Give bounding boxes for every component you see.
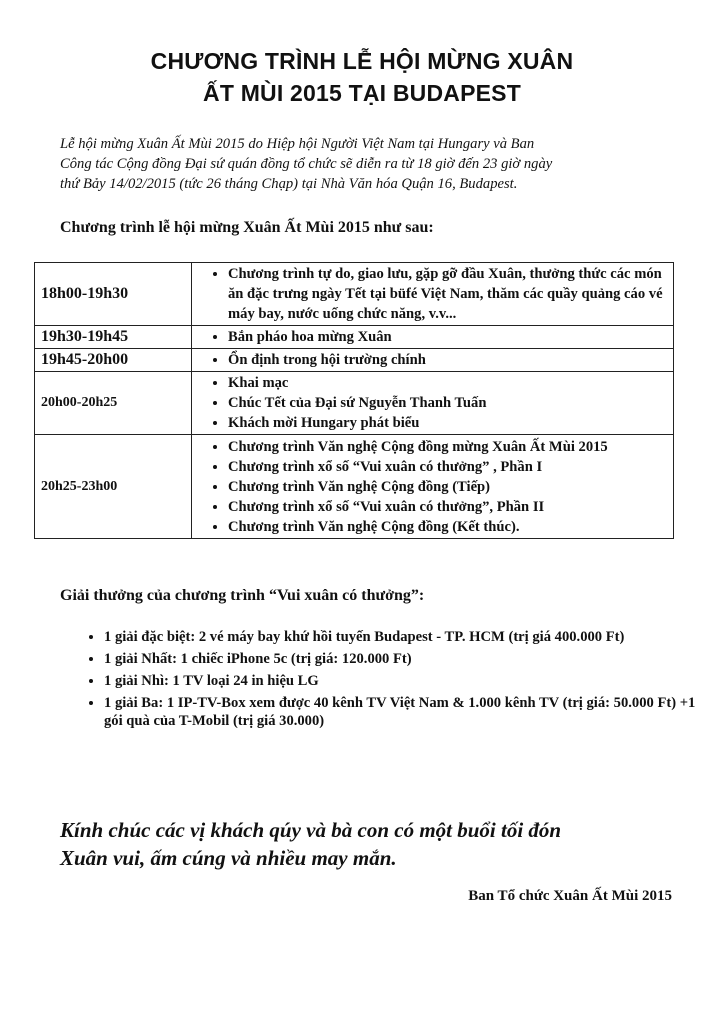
time-cell: 18h00-19h30 — [35, 263, 192, 326]
schedule-table — [34, 262, 674, 539]
intro-line: thứ Bảy 14/02/2015 (tức 26 tháng Chạp) tại Nhà Văn hóa Quận 16, Budapest. — [60, 176, 518, 192]
intro-line: Lễ hội mừng Xuân Ất Mùi 2015 do Hiệp hội Người Việt Nam tại Hungary và Ban — [60, 136, 535, 152]
activities-cell — [192, 349, 674, 372]
closing-line: Xuân vui, ấm cúng và nhiều may mắn. — [60, 846, 397, 870]
activity-item: • Khách mời Hungary phát biểu — [228, 413, 667, 433]
activity-item: • Chương trình xổ số “Vui xuân có thưởng” , Phần I — [228, 457, 667, 477]
time-cell: 20h00-20h25 — [35, 372, 192, 435]
activities-cell — [192, 263, 674, 326]
activity-item: • Chương trình Văn nghệ Cộng đồng (Kết thúc). — [228, 517, 667, 537]
time-cell: 19h30-19h45 — [35, 326, 192, 349]
activities-cell — [192, 435, 674, 539]
time-cell: 20h25-23h00 — [35, 435, 192, 539]
table-row — [35, 326, 674, 349]
table-row — [35, 372, 674, 435]
table-row — [35, 263, 674, 326]
time-cell: 19h45-20h00 — [35, 349, 192, 372]
activity-item: • Chương trình xổ số “Vui xuân có thưởng”, Phần II — [228, 497, 667, 517]
prize-item: • 1 giải Nhì: 1 TV loại 24 in hiệu LG — [104, 672, 716, 690]
document-title-line-2: ẤT MÙI 2015 TẠI BUDAPEST — [203, 80, 521, 106]
activities-cell — [192, 326, 674, 349]
signature: Ban Tổ chức Xuân Ất Mùi 2015 — [468, 888, 672, 904]
prizes-heading: Giải thưởng của chương trình “Vui xuân có thưởng”: — [60, 587, 425, 604]
document-title-line-1: CHƯƠNG TRÌNH LỄ HỘI MỪNG XUÂN — [150, 48, 574, 74]
schedule-heading: Chương trình lễ hội mừng Xuân Ất Mùi 2015 như sau: — [60, 219, 434, 236]
activity-item: • Chương trình Văn nghệ Cộng đồng (Tiếp) — [228, 477, 667, 497]
table-row — [35, 435, 674, 539]
closing-line: Kính chúc các vị khách qúy và bà con có một buổi tối đón — [60, 818, 562, 842]
activity-item: • Ổn định trong hội trường chính — [228, 350, 667, 370]
activity-item: • Chương trình tự do, giao lưu, gặp gỡ đầu Xuân, thưởng thức các món ăn đặc trưng ngày Tết tại büfé Việt Nam, thăm các quầy quảng cáo vé máy bay, nước uống chức năng, v.v... — [228, 264, 667, 324]
prize-item: • 1 giải đặc biệt: 2 vé máy bay khứ hồi tuyến Budapest - TP. HCM (trị giá 400.000 Ft) — [104, 628, 716, 646]
activities-cell — [192, 372, 674, 435]
intro-paragraph — [60, 134, 670, 194]
activity-item: • Bắn pháo hoa mừng Xuân — [228, 327, 667, 347]
table-row — [35, 349, 674, 372]
prize-item: • 1 giải Nhất: 1 chiếc iPhone 5c (trị giá: 120.000 Ft) — [104, 650, 716, 668]
prize-item: • 1 giải Ba: 1 IP-TV-Box xem được 40 kênh TV Việt Nam & 1.000 kênh TV (trị giá: 50.000 Ft) +1 gói quà của T-Mobil (trị giá 30.000) — [104, 694, 716, 730]
intro-line: Công tác Cộng đồng Đại sứ quán đồng tổ chức sẽ diễn ra từ 18 giờ đến 23 giờ ngày — [60, 156, 553, 172]
activity-item: • Chúc Tết của Đại sứ Nguyễn Thanh Tuấn — [228, 393, 667, 413]
closing-wish — [60, 816, 676, 872]
activity-item: • Chương trình Văn nghệ Cộng đồng mừng Xuân Ất Mùi 2015 — [228, 437, 667, 457]
prizes-list — [60, 628, 716, 734]
activity-item: • Khai mạc — [228, 373, 667, 393]
